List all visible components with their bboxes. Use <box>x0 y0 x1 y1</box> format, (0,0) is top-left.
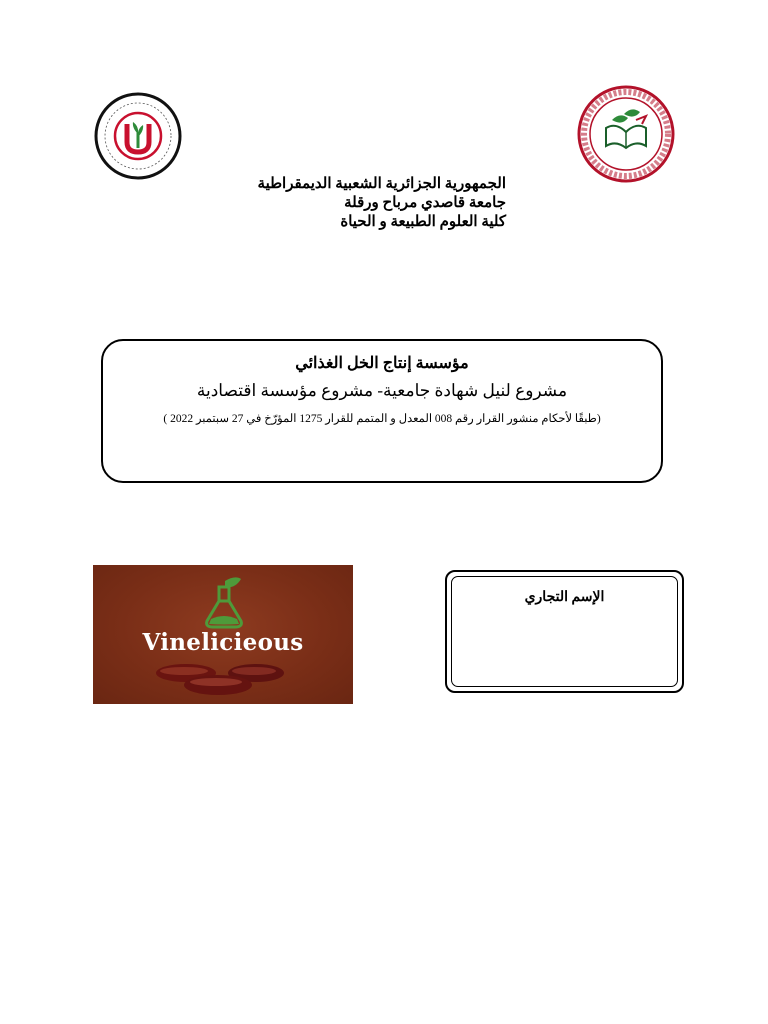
trade-name-box <box>445 570 684 693</box>
project-title: مؤسسة إنتاج الخل الغذائي <box>295 355 469 372</box>
project-legal-note: (طبقًا لأحكام منشور القرار رقم 008 المعدل و المتمم للقرار 1275 المؤرّخ في 27 سبتمبر 2022 ) <box>163 413 601 425</box>
republic-name: الجمهورية الجزائرية الشعبية الديمقراطية <box>257 176 506 192</box>
university-seal-icon <box>576 84 676 184</box>
project-title-box <box>101 339 663 483</box>
incubator-logo-icon <box>94 92 182 180</box>
trade-name-label: الإسم التجاري <box>524 590 605 605</box>
trade-name-inner-frame <box>451 576 678 687</box>
dates-icon <box>148 661 298 697</box>
flask-leaf-icon <box>201 575 247 631</box>
faculty-name: كلية العلوم الطبيعة و الحياة <box>340 214 506 230</box>
university-name: جامعة قاصدي مرباح ورقلة <box>344 195 506 211</box>
brand-logo-image <box>93 565 353 704</box>
project-subtitle: مشروع لنيل شهادة جامعية- مشروع مؤسسة اقتصادية <box>196 381 568 400</box>
brand-name: Vinelicieous <box>142 629 304 656</box>
institution-header <box>200 175 506 232</box>
